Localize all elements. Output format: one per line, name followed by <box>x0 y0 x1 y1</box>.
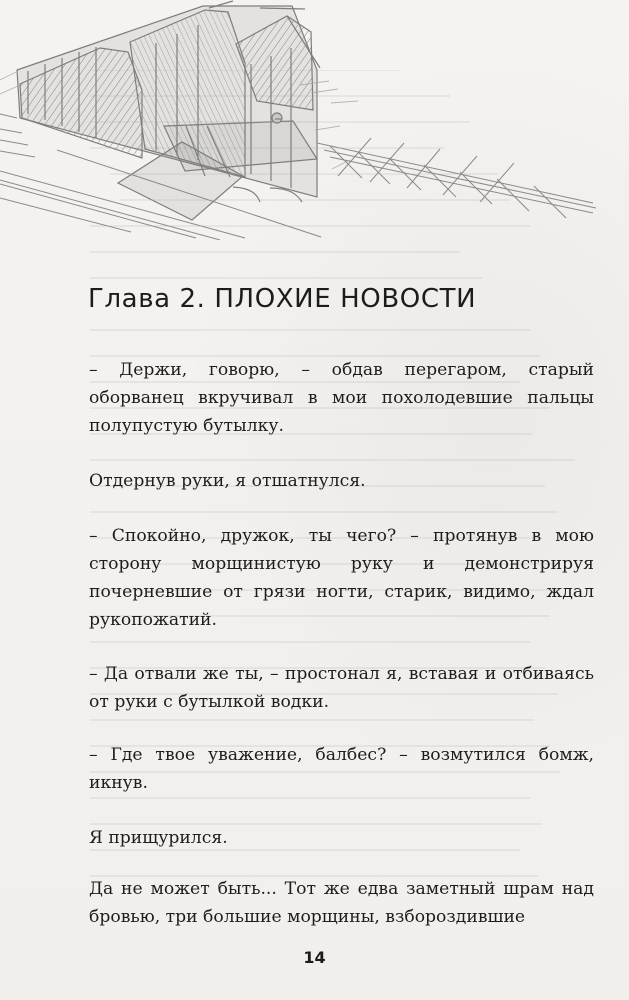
page-number: 14 <box>303 948 326 967</box>
chapter-title: Глава 2. ПЛОХИЕ НОВОСТИ <box>88 284 477 314</box>
tram-illustration <box>0 0 629 240</box>
paragraph-2: Отдернув руки, я отшатнулся. <box>89 471 366 491</box>
paragraph-7: Да не может быть... Тот же едва заметный шрам над бровью, три большие морщины, взбороздившие <box>89 879 594 927</box>
paragraph-6: Я прищурился. <box>89 828 228 848</box>
paragraph-3: – Спокойно, дружок, ты чего? – протянув в мою сторону морщинистую руку и демонстрируя почерневшие от грязи ногти, старик, видимо, ждал рукопожатий. <box>89 526 594 630</box>
paragraph-1: – Держи, говорю, – обдав перегаром, старый оборванец вкручивал в мои похолодевшие пальцы полупустую бутылку. <box>89 360 594 436</box>
paragraph-4: – Да отвали же ты, – простонал я, вставая и отбиваясь от руки с бутылкой водки. <box>89 664 594 712</box>
paragraph-5: – Где твое уважение, балбес? – возмутился бомж, икнув. <box>89 745 594 793</box>
